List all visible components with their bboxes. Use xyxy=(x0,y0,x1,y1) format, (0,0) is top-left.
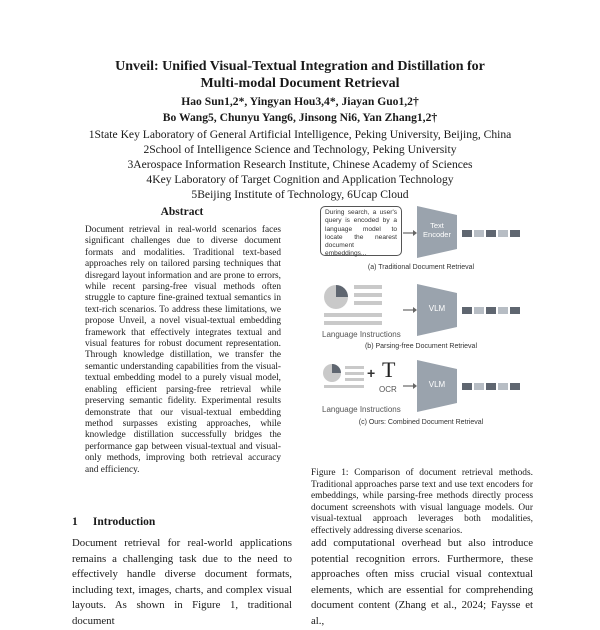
title-line-2: Multi-modal Document Retrieval xyxy=(200,75,400,91)
title-line-1: Unveil: Unified Visual-Textual Integration and Distillation for xyxy=(115,59,485,74)
section-heading xyxy=(72,516,155,528)
query-text-box: During search, a user's query is encoded by a language model to locate the nearest document embeddings... xyxy=(320,206,402,256)
figure-caption: Figure 1: Comparison of document retrieval methods. Traditional approaches parse text and use text encoders for embeddings, while parsing-free methods directly process document screenshots with visual language models. Our visual-textual approach leverages both modalities, effectively addressing diverse scenarios. xyxy=(311,468,533,536)
document-screenshot-icon xyxy=(322,281,386,329)
section-title: Introduction xyxy=(92,516,156,528)
vlm-label: VLM xyxy=(428,304,446,313)
affiliation-1: 1State Key Laboratory of General Artificial Intelligence, Peking University, Beijing, China xyxy=(88,128,512,141)
authors-line-1: Hao Sun1,2*, Yingyan Hou3,4*, Jiayan Guo1,2† xyxy=(181,95,419,108)
affiliation-4: 4Key Laboratory of Target Cognition and Application Technology xyxy=(146,173,454,186)
arrow-icon xyxy=(402,229,418,237)
encoder-label xyxy=(417,221,457,239)
paper-title xyxy=(60,59,540,92)
caption-c: (c) Ours: Combined Document Retrieval xyxy=(358,419,484,426)
text-ocr-icon: T xyxy=(382,357,396,382)
document-screenshot-icon xyxy=(322,363,366,393)
intro-paragraph-right: add computational overhead but also introduce potential recognition errors. Furthermore, these approaches often miss crucial visual contextual elements, which are essential for comprehending document content (Zhang et al., 2024; Faysse et al., xyxy=(311,537,533,627)
vlm-block-b xyxy=(417,284,457,336)
abstract-heading: Abstract xyxy=(160,206,204,218)
embedding-bar xyxy=(462,229,522,238)
intro-paragraph-left: Document retrieval for real-world applications remains a challenging task due to the need to effectively handle diverse document formats, including text, images, charts, and complex visual layouts. As shown in Figure 1, traditional document xyxy=(72,537,292,627)
ocr-label: OCR xyxy=(379,385,397,394)
language-instructions-label-c: Language Instructions xyxy=(322,405,401,414)
embedding-bar xyxy=(462,382,522,391)
arrow-icon xyxy=(402,382,418,390)
affiliation-5: 5Beijing Institute of Technology, 6Ucap Cloud xyxy=(191,188,409,201)
plus-sign: + xyxy=(367,365,376,381)
caption-b: (b) Parsing-free Document Retrieval xyxy=(364,343,478,350)
abstract-text: Document retrieval in real-world scenarios faces significant challenges due to diverse document formats and modalities. Traditional text-based approaches rely on tailored parsing techniques that disregard layout information and are prone to errors, while recent parsing-free visual methods often struggle to capture fine-grained textual semantics in text-rich scenarios. To address these limitations, we propose Unveil, a novel visual-textual embedding framework that effectively integrates textual and visual features for robust document representation. Through knowledge distillation, we transfer the semantic understanding capabilities from the visual-textual embedding model to a purely visual model, enabling efficient parsing-free retrieval while preserving semantic fidelity. Experimental results demonstrate that our visual-textual embedding method surpasses existing approaches, while knowledge distillation successfully bridges the performance gap between visual-textual and visual-only methods, improving both retrieval accuracy and efficiency. xyxy=(85,225,281,475)
figure-1 xyxy=(316,203,526,463)
language-instructions-label-b: Language Instructions xyxy=(322,330,401,339)
affiliation-2: 2School of Intelligence Science and Technology, Peking University xyxy=(143,143,457,156)
encoder-label-line-2: Encoder xyxy=(423,230,451,239)
caption-a: (a) Traditional Document Retrieval xyxy=(367,264,475,271)
section-number: 1 xyxy=(72,516,78,528)
vlm-label: VLM xyxy=(428,380,446,389)
embedding-bar xyxy=(462,306,522,315)
encoder-label-line-1: Text xyxy=(430,221,444,230)
arrow-icon xyxy=(402,306,418,314)
vlm-block-c xyxy=(417,360,457,412)
affiliation-3: 3Aerospace Information Research Institute, Chinese Academy of Sciences xyxy=(127,158,473,171)
text-encoder-block xyxy=(417,206,457,258)
authors-line-2: Bo Wang5, Chunyu Yang6, Jinsong Ni6, Yan Zhang1,2† xyxy=(162,111,438,124)
